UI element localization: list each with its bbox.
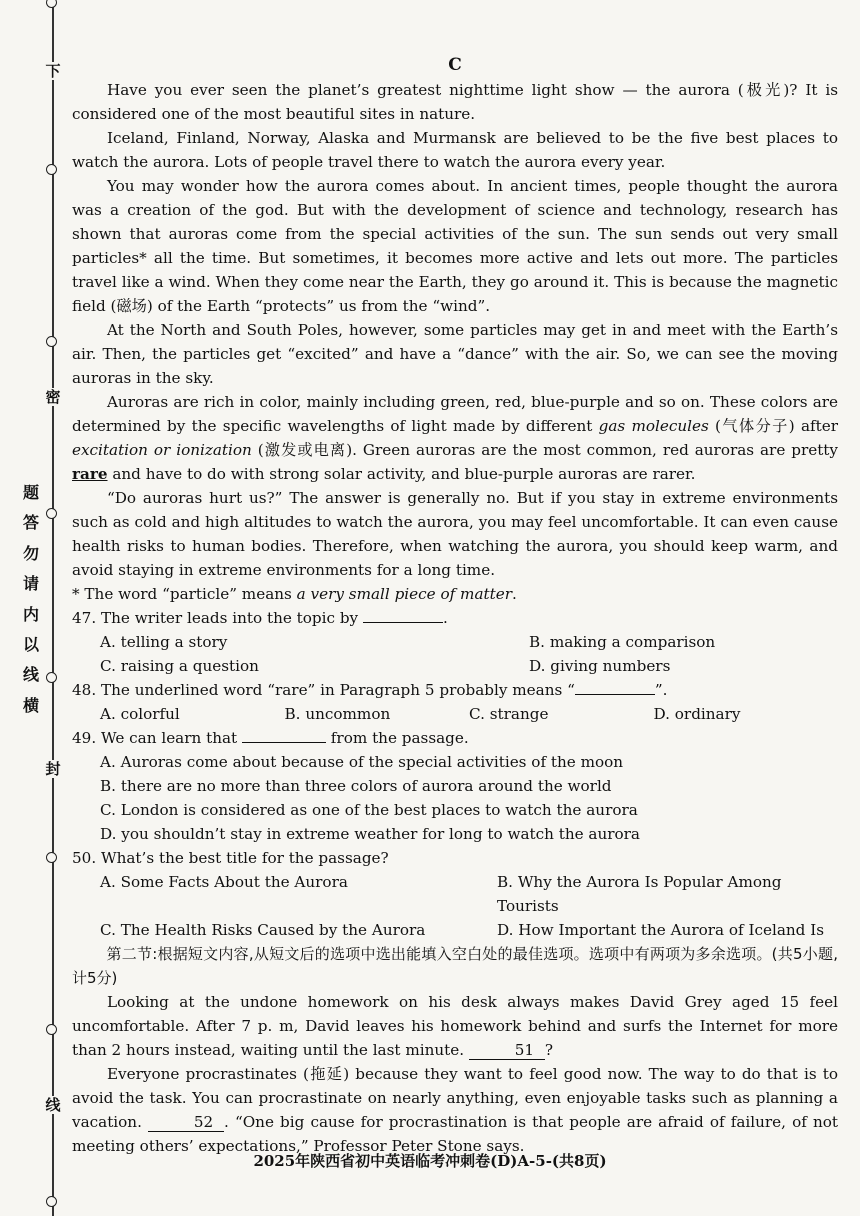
- answer-blank: [363, 608, 443, 623]
- question-50: [72, 846, 838, 942]
- binding-margin: [0, 0, 70, 1216]
- paragraph-5: [72, 390, 838, 486]
- notice-char: 答: [22, 513, 39, 533]
- footnote-text: * The word “particle” means: [72, 585, 297, 603]
- s2-text: Looking at the undone homework on his desk always makes David Grey aged 15 feel uncomfortable. After 7 p. m, David leaves his homework behind and surfs the Internet for more than 2 hours instead, waiting until the last minute.: [72, 993, 838, 1059]
- stem-text: 49. We can learn that: [72, 729, 242, 747]
- p5-gas-term: gas molecules: [598, 417, 709, 435]
- option-b[interactable]: B. there are no more than three colors of aurora around the world: [100, 777, 612, 795]
- underlined-word-rare: rare: [72, 465, 108, 483]
- paragraph-2: Iceland, Finland, Norway, Alaska and Murmansk are believed to be the five best places to watch the aurora. Lots of people travel there to watch the aurora every year.: [72, 129, 838, 171]
- footnote-text: .: [511, 585, 517, 603]
- paragraph-3: You may wonder how the aurora comes about. In ancient times, people thought the aurora was a creation of the god. But with the development of science and technology, research has shown that auroras come from the special activities of the sun. The sun sends out very small particles* all the time. But sometimes, it becomes more active and lets out more. The particles travel like a wind. When they come near the Earth, they go around it. This is because the magnetic field (磁场) of the Earth “protects” us from the “wind”.: [72, 177, 838, 315]
- binding-char-xian: 线: [45, 1096, 61, 1114]
- question-49: [72, 726, 838, 846]
- binding-hole: [46, 852, 57, 863]
- binding-hole: [46, 1024, 57, 1035]
- binding-hole: [46, 164, 57, 175]
- option-d[interactable]: D. ordinary: [653, 705, 741, 723]
- options: [72, 702, 838, 726]
- option-b[interactable]: B. uncommon: [284, 705, 391, 723]
- stem-text: from the passage.: [325, 729, 469, 747]
- footnote-definition: a very small piece of matter: [296, 585, 512, 603]
- notice-char: 横: [22, 695, 39, 715]
- option-b[interactable]: B. Why the Aurora Is Popular Among Tourists: [497, 873, 782, 915]
- p5-excitation-term: excitation or ionization: [72, 441, 252, 459]
- blank-52[interactable]: 52: [148, 1113, 224, 1132]
- question-47: [72, 606, 838, 678]
- binding-hole: [46, 1196, 57, 1207]
- option-a[interactable]: A. telling a story: [100, 633, 228, 651]
- passage-letter: C: [448, 55, 462, 75]
- option-a[interactable]: A. colorful: [100, 705, 180, 723]
- paragraph-1: Have you ever seen the planet’s greatest nighttime light show — the aurora (极光)? It is considered one of the most beautiful sites in nature.: [72, 81, 838, 123]
- option-c[interactable]: C. The Health Risks Caused by the Aurora: [100, 921, 426, 939]
- options: [72, 750, 838, 846]
- page-footer: 2025年陕西省初中英语临考冲刺卷(D)A-5-(共8页): [253, 1152, 607, 1170]
- s2-text: Everyone procrastinates (拖延) because they want to feel good now. The way to do that is to avoid the task. You can procrastinate on nearly anything, even enjoyable tasks such as planning a vacation.: [72, 1065, 838, 1131]
- option-a[interactable]: A. Some Facts About the Aurora: [100, 873, 348, 891]
- option-d[interactable]: D. you shouldn’t stay in extreme weather for long to watch the aurora: [100, 825, 640, 843]
- paragraph-4: At the North and South Poles, however, some particles may get in and meet with the Earth’s air. Then, the particles get “excited” and have a “dance” with the air. So, we can see the moving auroras in the sky.: [72, 321, 838, 387]
- stem-text: .: [442, 609, 448, 627]
- s2-text: . “One big cause for procrastination is that people are afraid of failure, of not meeting others’ expectations,” Professor Peter Stone says.: [72, 1113, 838, 1155]
- binding-hole: [46, 336, 57, 347]
- p5-text: (激发或电离). Green auroras are the most common, red auroras are pretty: [251, 441, 838, 459]
- option-d[interactable]: D. giving numbers: [529, 657, 671, 675]
- binding-char-xia: 下: [45, 62, 61, 80]
- stem-text: 48. The underlined word “rare” in Paragraph 5 probably means “: [72, 681, 575, 699]
- notice-char: 勿: [22, 543, 39, 563]
- footnote: [72, 582, 838, 606]
- binding-hole: [46, 672, 57, 683]
- section2-instruction: 第二节:根据短文内容,从短文后的选项中选出能填入空白处的最佳选项。选项中有两项为多余选项。(共5小题,计5分): [72, 945, 838, 987]
- option-d[interactable]: D. How Important the Aurora of Iceland Is: [497, 921, 825, 939]
- options: [72, 630, 838, 678]
- option-c[interactable]: C. London is considered as one of the best places to watch the aurora: [100, 801, 638, 819]
- stem-text: ”.: [654, 681, 668, 699]
- blank-51[interactable]: 51: [469, 1041, 545, 1060]
- option-b[interactable]: B. making a comparison: [529, 633, 716, 651]
- answer-blank: [575, 680, 655, 695]
- options: [72, 870, 838, 942]
- p5-text: (气体分子) after: [708, 417, 838, 435]
- notice-char: 请: [22, 574, 39, 594]
- option-c[interactable]: C. strange: [469, 705, 549, 723]
- question-stem: [72, 678, 838, 702]
- binding-hole: [46, 508, 57, 519]
- notice-char: 内: [22, 604, 39, 624]
- answer-blank: [242, 728, 326, 743]
- question-48: [72, 678, 838, 726]
- section2-paragraph-1: [72, 990, 838, 1062]
- binding-hole: [46, 0, 57, 8]
- p5-text: Auroras are rich in color, mainly including green, red, blue-purple and so on. These colors are determined by the specific wavelengths of light made by different: [72, 393, 838, 435]
- stem-text: 47. The writer leads into the topic by: [72, 609, 363, 627]
- section2-paragraph-2: [72, 1062, 838, 1158]
- notice-char: 题: [22, 483, 39, 502]
- question-stem: [72, 726, 838, 750]
- no-answer-notice: [22, 478, 40, 721]
- question-stem: 50. What’s the best title for the passage?: [72, 849, 389, 867]
- p5-text: and have to do with strong solar activity, and blue-purple auroras are rarer.: [107, 465, 696, 483]
- notice-char: 以: [22, 635, 39, 655]
- notice-char: 线: [22, 665, 39, 685]
- question-stem: [72, 606, 838, 630]
- option-a[interactable]: A. Auroras come about because of the special activities of the moon: [100, 753, 624, 771]
- binding-char-mi: 密: [45, 388, 61, 406]
- exam-content: [72, 52, 838, 1158]
- paragraph-6: “Do auroras hurt us?” The answer is generally no. But if you stay in extreme environments such as cold and high altitudes to watch the aurora, you may feel uncomfortable. It can even cause health risks to human bodies. Therefore, when watching the aurora, you should keep warm, and avoid staying in extreme environments for a long time.: [72, 489, 838, 579]
- option-c[interactable]: C. raising a question: [100, 657, 259, 675]
- binding-char-feng: 封: [45, 760, 61, 778]
- s2-text: ?: [544, 1041, 554, 1059]
